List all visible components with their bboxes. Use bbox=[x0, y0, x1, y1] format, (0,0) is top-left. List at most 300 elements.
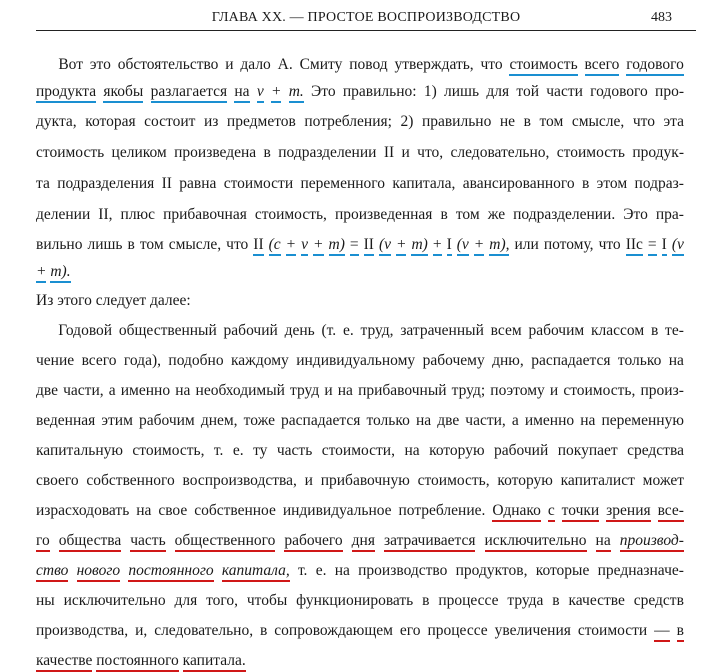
word bbox=[121, 205, 156, 225]
text-fragment: т. bbox=[297, 562, 308, 579]
word bbox=[86, 471, 174, 491]
highlighted-text: — bbox=[654, 622, 670, 642]
word bbox=[322, 441, 395, 461]
word bbox=[183, 471, 297, 491]
text-fragment: А. bbox=[277, 56, 293, 73]
word bbox=[277, 441, 312, 461]
word bbox=[278, 143, 376, 163]
highlighted-text: разлагается bbox=[151, 83, 227, 103]
text-fragment: затраченный bbox=[400, 322, 484, 339]
text-fragment: потребления; bbox=[304, 113, 392, 130]
word bbox=[121, 381, 170, 401]
word bbox=[296, 351, 415, 371]
text-fragment: увеличения bbox=[494, 622, 571, 639]
text-fragment: что bbox=[480, 56, 503, 73]
word bbox=[544, 235, 594, 255]
text-fragment: и bbox=[304, 472, 313, 489]
highlighted-text: (v bbox=[672, 236, 684, 256]
word bbox=[305, 471, 313, 491]
text-fragment: правильно bbox=[421, 113, 492, 130]
word bbox=[489, 235, 509, 255]
highlighted-text: общества bbox=[59, 532, 121, 552]
text-fragment: что bbox=[632, 113, 655, 130]
text-fragment: следует bbox=[95, 292, 147, 309]
text-fragment: всем bbox=[490, 322, 522, 339]
word bbox=[322, 321, 337, 341]
word bbox=[491, 321, 522, 341]
word bbox=[514, 235, 538, 255]
text-fragment: т. bbox=[213, 442, 224, 459]
word bbox=[424, 82, 437, 102]
text-fragment: свое bbox=[158, 502, 188, 519]
text-fragment: труда bbox=[507, 592, 544, 609]
word bbox=[396, 235, 406, 255]
text-fragment: произведенная bbox=[334, 206, 433, 223]
word bbox=[457, 235, 469, 255]
word bbox=[140, 235, 164, 255]
word bbox=[247, 591, 287, 611]
word bbox=[463, 174, 575, 194]
text-fragment: прибавочная bbox=[163, 206, 247, 223]
word bbox=[144, 112, 195, 132]
word bbox=[536, 561, 590, 581]
word bbox=[427, 621, 487, 641]
text-fragment: предназначе- bbox=[597, 562, 684, 579]
text-fragment: труд; bbox=[451, 382, 486, 399]
word bbox=[150, 292, 191, 309]
text-fragment: дню, bbox=[492, 352, 524, 369]
text-fragment: а bbox=[511, 412, 519, 429]
word bbox=[656, 205, 684, 225]
text-fragment: его bbox=[399, 622, 421, 639]
text-fragment: на bbox=[334, 562, 350, 579]
text-line bbox=[36, 471, 684, 491]
text-line bbox=[36, 262, 71, 282]
word bbox=[58, 321, 112, 341]
word bbox=[497, 471, 552, 491]
word bbox=[285, 321, 315, 341]
text-fragment: потребление. bbox=[398, 502, 486, 519]
word bbox=[85, 112, 135, 132]
highlighted-text: зрения bbox=[606, 502, 650, 522]
highlighted-text: стоимость bbox=[509, 56, 577, 76]
text-fragment: подразделения bbox=[57, 175, 155, 192]
text-fragment: того, bbox=[206, 592, 239, 609]
word bbox=[672, 235, 684, 255]
highlighted-text: (v bbox=[379, 236, 391, 256]
word bbox=[447, 235, 452, 255]
text-fragment: та bbox=[36, 175, 50, 192]
word bbox=[36, 561, 68, 581]
text-fragment: собственное bbox=[194, 502, 276, 519]
text-fragment: том bbox=[139, 236, 164, 253]
text-fragment: на bbox=[415, 412, 432, 429]
word bbox=[548, 501, 555, 521]
text-fragment: веденная bbox=[36, 412, 96, 429]
word bbox=[411, 235, 427, 255]
highlighted-text: всего bbox=[585, 56, 620, 76]
word bbox=[231, 351, 289, 371]
highlighted-text: точки bbox=[562, 502, 600, 522]
text-fragment: на bbox=[337, 382, 353, 399]
text-fragment: на bbox=[404, 442, 420, 459]
text-fragment: общественный bbox=[118, 322, 217, 339]
word bbox=[580, 411, 595, 431]
word bbox=[158, 501, 187, 521]
word bbox=[90, 55, 111, 75]
word bbox=[507, 591, 543, 611]
text-fragment: делении bbox=[36, 206, 91, 223]
highlighted-text: постоянного bbox=[96, 652, 179, 672]
text-line bbox=[36, 561, 684, 581]
word bbox=[183, 652, 246, 672]
word bbox=[136, 501, 151, 521]
text-fragment: повод bbox=[349, 56, 388, 73]
word bbox=[179, 174, 216, 194]
word bbox=[384, 143, 394, 163]
text-fragment: две bbox=[437, 412, 460, 429]
text-fragment: смысле, bbox=[168, 236, 222, 253]
page-header bbox=[36, 4, 696, 31]
text-fragment: той bbox=[516, 83, 539, 100]
text-fragment: Вот bbox=[58, 56, 84, 73]
word bbox=[274, 621, 393, 641]
word bbox=[456, 205, 480, 225]
word bbox=[313, 235, 323, 255]
word bbox=[58, 55, 83, 75]
word bbox=[423, 351, 485, 371]
word bbox=[633, 112, 655, 132]
text-fragment: в bbox=[260, 622, 268, 639]
text-fragment: в bbox=[523, 113, 531, 130]
text-fragment: стоимости bbox=[223, 175, 294, 192]
text-fragment: исключительно bbox=[63, 592, 166, 609]
word bbox=[57, 174, 154, 194]
word bbox=[349, 55, 387, 75]
text-fragment: две bbox=[36, 382, 58, 399]
text-fragment: е. bbox=[342, 322, 354, 339]
text-fragment: вильно bbox=[36, 236, 83, 253]
text-fragment: годового bbox=[590, 83, 648, 100]
text-fragment: том bbox=[539, 113, 564, 130]
word bbox=[301, 235, 308, 255]
word bbox=[516, 82, 539, 102]
text-fragment: (т. bbox=[321, 322, 337, 339]
highlighted-text: производ- bbox=[620, 532, 684, 552]
text-fragment: чтобы bbox=[246, 592, 288, 609]
word bbox=[174, 143, 256, 163]
text-fragment: функционировать bbox=[296, 592, 414, 609]
text-fragment bbox=[36, 322, 52, 339]
highlighted-text: на bbox=[596, 532, 611, 552]
word bbox=[640, 381, 683, 401]
word bbox=[284, 531, 342, 551]
word bbox=[286, 235, 296, 255]
text-fragment: капиталист bbox=[560, 472, 635, 489]
text-fragment: в bbox=[440, 206, 448, 223]
word bbox=[36, 351, 74, 371]
text-fragment: индивидуальное bbox=[282, 502, 392, 519]
highlighted-text: + bbox=[433, 236, 442, 256]
highlighted-text: I bbox=[662, 236, 667, 256]
text-fragment: классом bbox=[590, 322, 645, 339]
word bbox=[352, 531, 375, 551]
word bbox=[384, 531, 476, 551]
text-line bbox=[36, 143, 684, 163]
word bbox=[598, 561, 684, 581]
page-number: 483 bbox=[651, 10, 672, 25]
word bbox=[417, 143, 443, 163]
word bbox=[296, 591, 413, 611]
text-fragment: стоимость, bbox=[254, 206, 327, 223]
text-fragment: покупает bbox=[557, 442, 618, 459]
text-fragment: индивидуальному bbox=[296, 352, 416, 369]
text-fragment: ны bbox=[36, 592, 55, 609]
word bbox=[96, 652, 179, 672]
text-line bbox=[36, 651, 246, 671]
highlighted-text: го bbox=[36, 532, 50, 552]
text-fragment: ту bbox=[253, 442, 268, 459]
word bbox=[269, 235, 281, 255]
text-fragment: предметов bbox=[226, 113, 296, 130]
word bbox=[379, 235, 391, 255]
text-fragment: только bbox=[617, 352, 662, 369]
text-line bbox=[36, 501, 684, 521]
word bbox=[590, 82, 648, 102]
text-fragment: на bbox=[580, 412, 596, 429]
text-fragment: и bbox=[401, 144, 410, 161]
highlighted-text: m) bbox=[411, 236, 427, 256]
highlighted-text: II bbox=[253, 236, 263, 256]
highlighted-text: v bbox=[301, 236, 308, 256]
word bbox=[240, 55, 270, 75]
word bbox=[663, 112, 684, 132]
text-fragment: в bbox=[263, 144, 271, 161]
word bbox=[452, 381, 485, 401]
word bbox=[669, 351, 684, 371]
text-fragment: что bbox=[226, 236, 249, 253]
word bbox=[557, 143, 625, 163]
text-fragment: для bbox=[174, 592, 198, 609]
highlighted-text: все- bbox=[658, 502, 684, 522]
word bbox=[568, 591, 624, 611]
word bbox=[98, 205, 112, 225]
word bbox=[169, 235, 221, 255]
word bbox=[36, 292, 53, 309]
word bbox=[124, 351, 161, 371]
word bbox=[634, 591, 684, 611]
word bbox=[465, 411, 506, 431]
word bbox=[175, 381, 190, 401]
word bbox=[36, 82, 96, 102]
text-fragment: день bbox=[284, 322, 315, 339]
text-fragment: этом bbox=[596, 175, 628, 192]
highlighted-text: рабочего bbox=[284, 532, 342, 552]
word bbox=[222, 561, 290, 581]
word bbox=[358, 381, 446, 401]
word bbox=[234, 82, 249, 102]
word bbox=[429, 441, 484, 461]
word bbox=[677, 621, 684, 641]
word bbox=[109, 381, 116, 401]
text-fragment: рабочий bbox=[223, 322, 278, 339]
text-line bbox=[36, 351, 684, 371]
word bbox=[648, 235, 657, 255]
text-fragment: а bbox=[108, 382, 116, 399]
word bbox=[561, 471, 635, 491]
highlighted-text: качестве bbox=[36, 652, 92, 672]
text-fragment: части, bbox=[63, 382, 104, 399]
word bbox=[316, 561, 327, 581]
word bbox=[57, 292, 92, 309]
word bbox=[264, 143, 271, 163]
word bbox=[488, 205, 505, 225]
word bbox=[271, 82, 281, 102]
word bbox=[444, 82, 479, 102]
text-fragment: же bbox=[487, 206, 506, 223]
text-fragment: том bbox=[455, 206, 480, 223]
word bbox=[525, 411, 574, 431]
word bbox=[233, 441, 244, 461]
text-fragment: труд bbox=[290, 382, 320, 399]
text-line bbox=[36, 112, 684, 132]
text-fragment: прибавочную bbox=[320, 472, 410, 489]
word bbox=[59, 531, 121, 551]
text-fragment: процессе bbox=[438, 592, 499, 609]
text-line bbox=[36, 291, 191, 311]
word bbox=[36, 174, 50, 194]
text-fragment: лишь bbox=[87, 236, 123, 253]
text-line bbox=[36, 205, 684, 225]
word bbox=[335, 561, 350, 581]
highlighted-text: + bbox=[286, 236, 296, 256]
text-fragment: своего bbox=[36, 472, 79, 489]
word bbox=[400, 621, 421, 641]
word bbox=[492, 351, 524, 371]
text-fragment: распадается bbox=[531, 352, 611, 369]
word bbox=[77, 561, 121, 581]
text-fragment: Из bbox=[36, 292, 54, 309]
text-fragment: и bbox=[324, 382, 333, 399]
word bbox=[226, 235, 248, 255]
word bbox=[531, 351, 610, 371]
word bbox=[135, 621, 147, 641]
text-fragment: прибавочный bbox=[358, 382, 447, 399]
word bbox=[512, 411, 519, 431]
word bbox=[321, 471, 410, 491]
text-fragment: средств bbox=[633, 592, 684, 609]
word bbox=[474, 235, 484, 255]
text-fragment: которая bbox=[85, 113, 136, 130]
text-line bbox=[36, 321, 684, 341]
word bbox=[422, 591, 429, 611]
text-fragment: стоимости, bbox=[321, 442, 395, 459]
text-fragment: в bbox=[552, 592, 560, 609]
text-fragment: далее: bbox=[150, 292, 191, 309]
word bbox=[596, 531, 611, 551]
word bbox=[324, 381, 332, 401]
text-fragment: этим bbox=[101, 412, 133, 429]
text-fragment: е. bbox=[232, 442, 244, 459]
text-fragment: собственного bbox=[86, 472, 175, 489]
word bbox=[418, 471, 490, 491]
text-fragment: части bbox=[546, 83, 583, 100]
text-line bbox=[36, 381, 684, 401]
text-fragment: поэтому bbox=[490, 382, 545, 399]
text-fragment: Смиту bbox=[299, 56, 343, 73]
highlighted-text: исключительно bbox=[485, 532, 587, 552]
word bbox=[36, 441, 123, 461]
text-fragment: следовательно, bbox=[450, 144, 550, 161]
word bbox=[360, 321, 393, 341]
text-fragment: каждому bbox=[231, 352, 289, 369]
word bbox=[562, 501, 600, 521]
text-fragment: именно bbox=[120, 382, 171, 399]
word bbox=[366, 411, 409, 431]
highlighted-text: = bbox=[350, 236, 359, 256]
word bbox=[128, 561, 213, 581]
highlighted-text: с bbox=[548, 502, 555, 522]
text-fragment: дукта, bbox=[36, 113, 77, 130]
word bbox=[665, 321, 684, 341]
text-fragment: целиком bbox=[111, 144, 167, 161]
text-fragment: израсходовать bbox=[36, 502, 130, 519]
word bbox=[103, 82, 143, 102]
text-fragment: подразделении. bbox=[513, 206, 616, 223]
text-fragment: воспроизводства, bbox=[182, 472, 297, 489]
word bbox=[118, 55, 219, 75]
highlighted-text: Однако bbox=[492, 502, 541, 522]
word bbox=[456, 561, 528, 581]
text-fragment: не bbox=[499, 113, 516, 130]
word bbox=[224, 321, 278, 341]
highlighted-text: IIc bbox=[626, 236, 643, 256]
word bbox=[214, 441, 223, 461]
text-line bbox=[36, 441, 684, 461]
word bbox=[151, 82, 227, 102]
word bbox=[36, 471, 79, 491]
word bbox=[278, 55, 293, 75]
text-fragment: сопровождающем bbox=[274, 622, 393, 639]
highlighted-text: годового bbox=[626, 56, 684, 76]
text-fragment: подразделении bbox=[278, 144, 377, 161]
highlighted-text: I bbox=[447, 236, 452, 256]
word bbox=[204, 112, 218, 132]
word bbox=[585, 55, 620, 75]
highlighted-text: постоянного bbox=[128, 562, 213, 582]
word bbox=[154, 621, 253, 641]
highlighted-text: + bbox=[36, 263, 46, 283]
text-fragment: на bbox=[175, 382, 191, 399]
text-fragment: производства, bbox=[36, 622, 129, 639]
word bbox=[260, 621, 267, 641]
word bbox=[509, 55, 577, 75]
text-fragment: пра- bbox=[655, 206, 684, 223]
word bbox=[632, 143, 684, 163]
word bbox=[492, 501, 541, 521]
word bbox=[528, 321, 584, 341]
word bbox=[255, 205, 327, 225]
word bbox=[490, 381, 544, 401]
word bbox=[36, 112, 77, 132]
highlighted-text: II bbox=[364, 236, 374, 256]
word bbox=[495, 621, 571, 641]
highlighted-text: нового bbox=[77, 562, 121, 582]
text-fragment: Это bbox=[623, 206, 648, 223]
text-fragment: II bbox=[161, 175, 172, 192]
text-fragment: капитальную bbox=[36, 442, 123, 459]
text-fragment: что, bbox=[417, 144, 444, 161]
